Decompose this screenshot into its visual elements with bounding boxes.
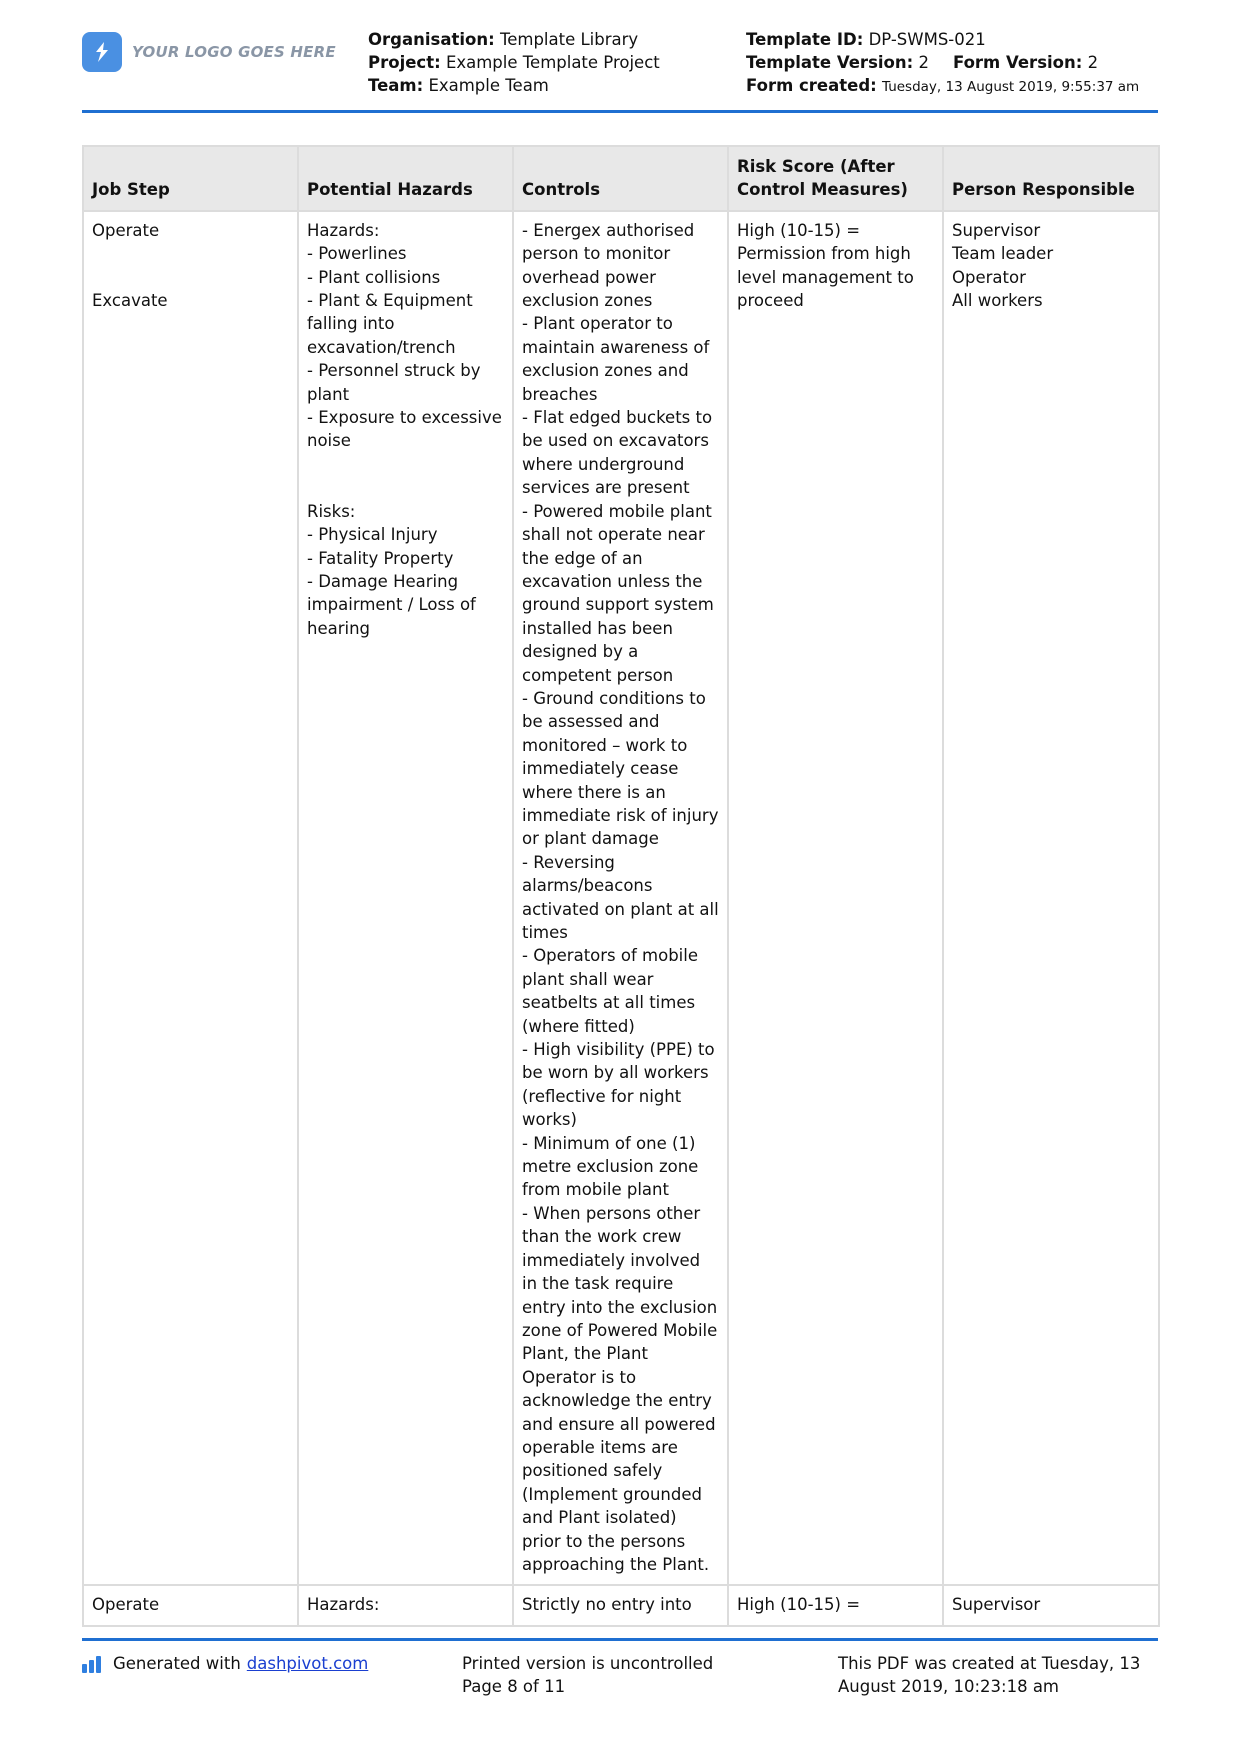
project-label: Project: (368, 53, 441, 72)
form-version-label: Form Version: (952, 53, 1083, 72)
swms-table (82, 145, 1160, 1627)
risk-score-cell: High (10-15) = Permission from high level management to proceed (728, 211, 943, 1586)
table-row (83, 1585, 1159, 1625)
hazards-cell: Hazards: - Powerlines - Plant collisions - Plant & Equipment falling into excavation/trench - Personnel struck by plant - Exposure to excessive noise Risks: - Physical Injury - Fatality Property - Damage Hearing impairment / Loss of hearing (298, 211, 513, 1586)
table-row (83, 211, 1159, 1586)
column-header: Risk Score (After Control Measures) (728, 146, 943, 211)
logo-text: YOUR LOGO GOES HERE (132, 43, 336, 61)
column-header: Person Responsible (943, 146, 1159, 211)
column-header: Job Step (83, 146, 298, 211)
organisation-value: Template Library (499, 30, 639, 49)
header-divider (82, 110, 1158, 113)
company-logo (82, 32, 336, 72)
team-label: Team: (368, 76, 424, 95)
table-header-row (83, 146, 1159, 211)
print-info (462, 1652, 713, 1698)
controls-cell: - Energex authorised person to monitor overhead power exclusion zones - Plant operator to maintain awareness of exclusion zones and breaches - Flat edged buckets to be used on excavators where underground services are present - Powered mobile plant shall not operate near the edge of an excavation unless the ground support system installed has been designed by a competent person - Ground conditions to be assessed and monitored – work to immediately cease where there is an immediate risk of injury or plant damage - Reversing alarms/beacons activated on plant at all times - Operators of mobile plant shall wear seatbelts at all times (where fitted) - High visibility (PPE) to be worn by all workers (reflective for night works) - Minimum of one (1) metre exclusion zone from mobile plant - When persons other than the work crew immediately involved in the task require entry into the exclusion zone of Powered Mobile Plant, the Plant Operator is to acknowledge the entry and ensure all powered operable items are positioned safely (Implement grounded and Plant isolated) prior to the persons approaching the Plant. (513, 211, 728, 1586)
page-number: Page 8 of 11 (462, 1677, 566, 1696)
pdf-created-at: This PDF was created at Tuesday, 13 August 2019, 10:23:18 am (838, 1654, 1141, 1696)
risk-score-cell: High (10-15) = (728, 1585, 943, 1625)
generated-with (82, 1652, 368, 1675)
dashpivot-link[interactable]: dashpivot.com (246, 1654, 369, 1673)
project-value: Example Template Project (445, 53, 660, 72)
template-version-value: 2 (918, 53, 929, 72)
job-step-cell: Operate Excavate (83, 211, 298, 1586)
uncontrolled-notice: Printed version is uncontrolled (462, 1654, 714, 1673)
template-id-value: DP-SWMS-021 (868, 30, 986, 49)
column-header: Potential Hazards (298, 146, 513, 211)
page-header (82, 28, 1158, 112)
generated-text: Generated with (113, 1654, 241, 1673)
footer-divider (82, 1638, 1158, 1641)
dashpivot-logo-icon (82, 1655, 103, 1673)
person-responsible-cell: Supervisor (943, 1585, 1159, 1625)
job-step-cell: Operate (83, 1585, 298, 1625)
template-version-label: Template Version: (746, 53, 914, 72)
form-version-value: 2 (1087, 53, 1099, 72)
controls-cell: Strictly no entry into (513, 1585, 728, 1625)
form-created-value: Tuesday, 13 August 2019, 9:55:37 am (882, 79, 1140, 95)
column-header: Controls (513, 146, 728, 211)
project-info (368, 28, 660, 97)
logo-icon (82, 32, 122, 72)
person-responsible-cell: Supervisor Team leader Operator All workers (943, 211, 1159, 1586)
organisation-label: Organisation: (368, 30, 495, 49)
team-value: Example Team (428, 76, 549, 95)
form-created-label: Form created: (746, 76, 877, 95)
template-info (746, 28, 1139, 99)
template-id-label: Template ID: (746, 30, 864, 49)
hazards-cell: Hazards: (298, 1585, 513, 1625)
